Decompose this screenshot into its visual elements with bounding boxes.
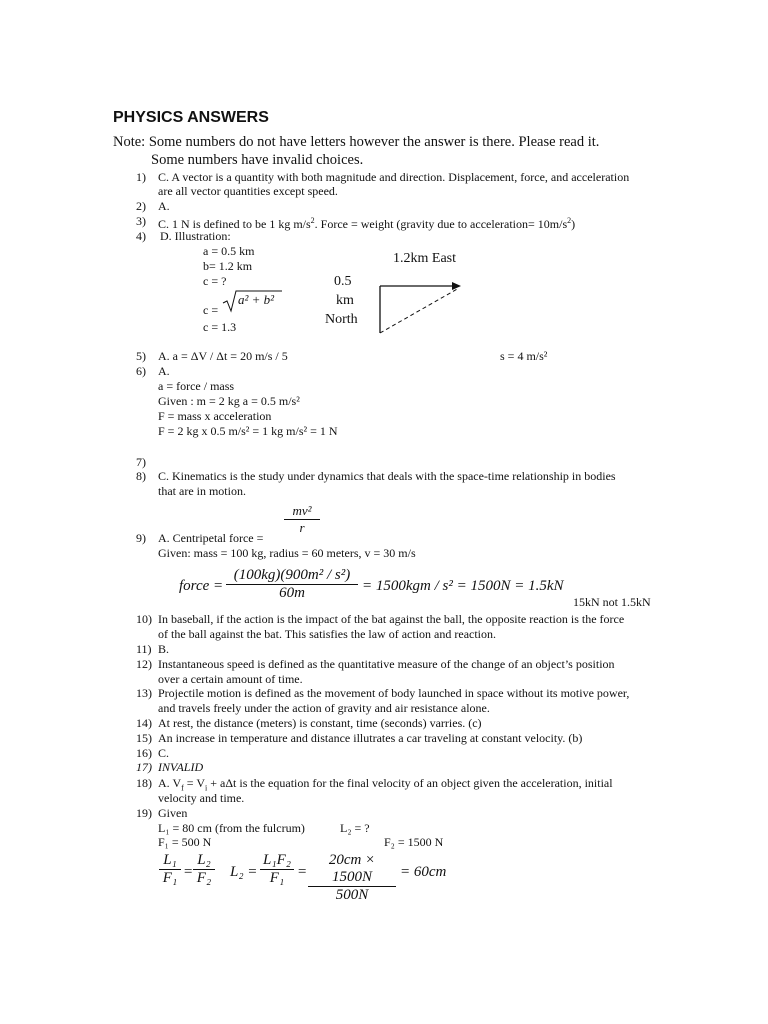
vector-diagram (375, 278, 465, 338)
l2-lhs: L₂ = (230, 864, 258, 880)
item-number: 16) (136, 746, 152, 760)
note-line-2: Some numbers have invalid choices. (151, 152, 364, 168)
answer-18-part: = V (183, 776, 206, 790)
answer-3-part: ) (571, 217, 576, 231)
answer-11: B. (158, 642, 170, 656)
answer-8-line-1: C. Kinematics is the study under dynamics that deals with the space-time relationship in bodies (158, 469, 616, 483)
answer-8-line-2: that are in motion. (158, 484, 246, 498)
answer-6-line: a = force / mass (158, 379, 235, 393)
l2-value-fraction (308, 852, 396, 904)
item-number: 13) (136, 686, 152, 700)
answer-19-f2: F₂ = 1500 N (384, 835, 444, 849)
answer-3-part: C. 1 N is defined to be 1 kg m/s (158, 217, 311, 231)
item-number: 10) (136, 612, 152, 626)
force-denominator: 60m (279, 585, 305, 601)
force-equation-rhs: = 1500kgm / s² = 1500N = 1.5kN (362, 578, 564, 594)
answer-15: An increase in temperature and distance illutrates a car traveling at constant velocity. (b) (158, 731, 583, 745)
item-number: 11) (136, 642, 152, 656)
north-label-1: 0.5 (334, 274, 352, 289)
q4-result: c = 1.3 (203, 320, 237, 334)
item-number: 18) (136, 776, 152, 790)
item-number: 17) (136, 760, 152, 774)
answer-19-f1: F₁ = 500 N (158, 835, 212, 849)
force-numerator: (100kg)(900m² / s²) (233, 567, 351, 583)
answer-19: Given (158, 806, 188, 820)
item-number: 14) (136, 716, 152, 730)
answer-16: C. (158, 746, 170, 760)
item-number: 1) (136, 170, 146, 184)
fraction-numerator: L₁F₂ (263, 852, 291, 868)
fraction-denominator: r (299, 520, 305, 535)
resultant-vector (380, 288, 459, 333)
answer-18-sub: i (205, 783, 208, 793)
answer-18-line-2: velocity and time. (158, 791, 245, 805)
north-label-3: North (325, 312, 358, 327)
item-number: 12) (136, 657, 152, 671)
lever-fraction-left (159, 852, 181, 887)
item-number: 5) (136, 349, 146, 363)
answer-19-l1: L₁ = 80 cm (from the fulcrum) (158, 821, 305, 835)
item-number: 6) (136, 364, 146, 378)
equals-sign: = (297, 864, 308, 880)
arrowhead-icon (452, 282, 461, 290)
answer-13-line-1: Projectile motion is defined as the movement of body launched in space without its motive power, (158, 686, 630, 700)
answer-1-line-1: C. A vector is a quantity with both magnitude and direction. Displacement, force, and acceleration (158, 170, 630, 184)
item-number: 2) (136, 199, 146, 213)
item-number: 7) (136, 455, 146, 469)
answer-4: D. Illustration: (160, 229, 231, 243)
answer-2: A. (158, 199, 170, 213)
lever-fraction-right (193, 852, 215, 887)
fraction-numerator: mv² (292, 503, 312, 518)
force-equation-lhs: force = (179, 578, 224, 594)
answer-14: At rest, the distance (meters) is constant, time (seconds) varries. (c) (158, 716, 482, 730)
answer-9-given: Given: mass = 100 kg, radius = 60 meters, v = 30 m/s (158, 546, 416, 560)
fraction-numerator: L₁ (163, 852, 177, 868)
equals-sign: = (183, 864, 194, 880)
fraction-denominator: F₁ (162, 870, 178, 886)
answer-5-result: s = 4 m/s² (500, 349, 548, 363)
answer-12-line-1: Instantaneous speed is defined as the quantitative measure of the change of an object’s position (158, 657, 615, 671)
sqrt-expression: a² + b² (238, 292, 275, 307)
q4-c-label: c = (203, 303, 219, 317)
answer-13-line-2: and travels freely under the action of gravity and air resistance alone. (158, 701, 490, 715)
answer-3-sup: 2 (567, 216, 572, 225)
answer-3-part: . Force = weight (gravity due to acceleration= 10m/s (314, 217, 568, 231)
item-number: 4) (136, 229, 146, 243)
answer-10-line-1: In baseball, if the action is the impact of the bat against the ball, the opposite reaction is the force (158, 612, 625, 626)
answer-6-line: A. (158, 364, 170, 378)
north-label-2: km (336, 293, 354, 308)
l2-fraction (260, 852, 294, 887)
answer-6-line: F = mass x acceleration (158, 409, 272, 423)
q4-given-c: c = ? (203, 274, 227, 288)
item-number: 3) (136, 214, 146, 228)
page-title: PHYSICS ANSWERS (113, 109, 269, 126)
east-label: 1.2km East (393, 251, 456, 266)
item-number: 8) (136, 469, 146, 483)
fraction-denominator: 500N (335, 887, 369, 903)
fraction-numerator: 20cm × 1500N (328, 852, 376, 885)
answer-18-part: + aΔt is the equation for the final velocity of an object given the acceleration, initial (207, 776, 613, 790)
force-fraction (226, 567, 358, 602)
answer-6-line: F = 2 kg x 0.5 m/s² = 1 kg m/s² = 1 N (158, 424, 338, 438)
q4-given-b: b= 1.2 km (203, 259, 253, 273)
fraction-denominator: F₂ (196, 870, 212, 886)
q4-given-a: a = 0.5 km (203, 244, 255, 258)
answer-18-sub: f (181, 783, 184, 793)
fraction-denominator: F₁ (269, 870, 285, 886)
item-number: 9) (136, 531, 146, 545)
fraction-numerator: L₂ (197, 852, 211, 868)
item-number: 19) (136, 806, 152, 820)
item-number: 15) (136, 731, 152, 745)
answer-1-line-2: are all vector quantities except speed. (158, 184, 338, 198)
answer-19-l2: L₂ = ? (340, 821, 370, 835)
answer-12-line-2: over a certain amount of time. (158, 672, 303, 686)
answer-6-line: Given : m = 2 kg a = 0.5 m/s² (158, 394, 300, 408)
answer-10-line-2: of the ball against the bat. This satisfies the law of action and reaction. (158, 627, 497, 641)
l2-result: = 60cm (400, 864, 447, 880)
answer-18-part: A. V (158, 776, 182, 790)
centripetal-fraction (284, 503, 320, 536)
note-line-1: Note: Some numbers do not have letters however the answer is there. Please read it. (113, 134, 600, 150)
answer-17: INVALID (158, 760, 204, 774)
answer-9-note: 15kN not 1.5kN (573, 595, 651, 609)
answer-3-sup: 2 (310, 216, 315, 225)
answer-5: A. a = ΔV / Δt = 20 m/s / 5 (158, 349, 288, 363)
answer-9: A. Centripetal force = (158, 531, 264, 545)
